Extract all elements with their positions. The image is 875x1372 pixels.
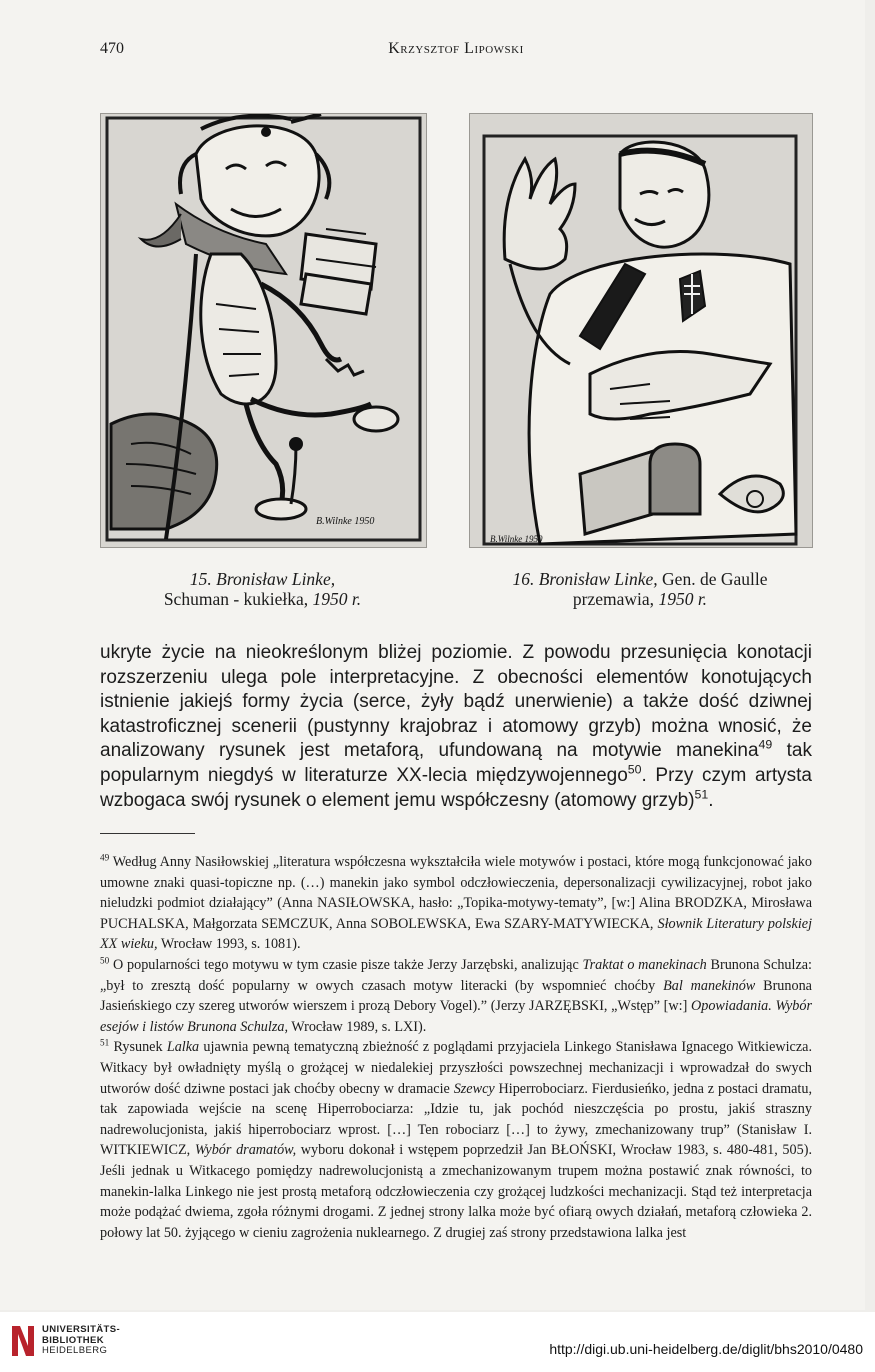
footnote-50-text-2: Brunona Schulza: „był to zresztą dość popularny w owych czasach motyw literacki (by wspomnieć choćby (100, 956, 812, 994)
body-text-part-4: . (708, 789, 714, 811)
footnote-ref-51[interactable]: 51 (694, 787, 709, 802)
footnote-51-text-end: wyboru dokonał i wstępem poprzedził Jan BŁOŃSKI, Wrocław 1983, s. 480-481, 505). Jeśli jednak u Witkacego pomiędzy nadrewolucjonistą a zmechanizowanym trupem można postawić znak równości, to manekin-lalka Linkego nie jest prostą metaforą odczłowieczenia czy grożącej ludzkości mechanizacji. Stąd też interpretacja może podążać dwiema, zgoła różnymi drogami. Z jednej strony lalka może być ofiarą owych działań, metaforą człowieka 2. połowy lat 50. żyjącego w cieniu zagrożenia nuklearnego. Z drugiej zaś strony przedstawiona lalka jest (100, 1142, 812, 1241)
footnote-49-text-end: Wrocław 1993, s. 1081). (157, 936, 301, 953)
figure-16-caption-year: 1950 r. (658, 589, 708, 609)
body-text-part-3: . Przy czym artysta wzbogaca swój rysunek o element jemu współczesny (atomowy grzyb) (100, 764, 812, 811)
footnote-51-title-3: Wybór dramatów, (194, 1142, 297, 1159)
footnote-49-text: Według Anny Nasiłowskiej „literatura współczesna wykształciła wiele motywów i postaci, które mogą funkcjonować jako umowne znaki quasi-topiczne np. (…) manekin jako symbol odczłowieczenia, depersonalizacji cywilizacyjnej, robot jako nieludzki podmiot działający” (Anna NASIŁOWSKA, hasło: „Topika-motywy-tematy”, [w:] Alina BRODZKA, Mirosława PUCHALSKA, Małgorzata SEMCZUK, Anna SOBOLEWSKA, Ewa SZARY-MATYWIECKA, (100, 854, 812, 932)
figure-16-caption-title: 16. Bronisław Linke, (512, 569, 658, 589)
body-paragraph (100, 641, 812, 813)
footnote-50-title-2: Bal manekinów (663, 977, 756, 994)
footnote-51-text-3: Hiperrobociarz. Fierdusieńko, jedna z postaci dramatu, tak zapowiada wejście na scenę Hiperrobociarza: „Idzie tu, jak pochód nieszczęścia po prostu, jakiś straszny nadrewolucjonista, jakiś hiperrobociarz wprost. […] Ten robociarz […] to żywy, zmechanizowany trup” (Stanisław I. WITKIEWICZ, (100, 1080, 813, 1159)
footnote-ref-49[interactable]: 49 (758, 738, 773, 753)
figure-15-drawing (100, 113, 427, 548)
footnote-ref-50[interactable]: 50 (627, 762, 642, 777)
footnote-49-number: 49 (100, 852, 110, 863)
footnote-51-text-2: ujawnia pewną tematyczną zbieżność z poglądami przyjaciela Linkego Stanisława Ignacego Witkiewicza. Witkacy był owładnięty myślą o grożącej w niedalekiej przyszłości powszechnej mechanizacji i wprowadzał do swych utworów dość dziwne postaci jak choćby obecny w dramacie (100, 1039, 812, 1097)
figure-16-signature: B.Wilnke 1950 (490, 534, 543, 544)
library-name-line-2: BIBLIOTHEK (42, 1334, 105, 1346)
page-header (100, 40, 812, 64)
permalink-url[interactable]: http://digi.ub.uni-heidelberg.de/diglit/bhs2010/0480 (549, 1341, 863, 1357)
footnote-50-number: 50 (100, 955, 110, 966)
body-text-part-2: tak popularnym niegdyś w literaturze XX-lecia międzywojennego (100, 740, 813, 786)
footnote-49-title: Słownik Literatury polskiej XX wieku, (100, 915, 813, 953)
body-text-part-1: ukryte życie na nieokreślonym bliżej poziomie. Z powodu przesunięcia konotacji rozszerzeniu ulega pole interpretacyjne. Z obecności elementów konotujących istnienie jakiejś formy życia (serce, żyły bądź unerwienie) a także dość dziwnej katastroficznej scenerii (pustynny krajobraz i atomowy grzyb) można wnosić, że analizowany rysunek jest metaforą, ufundowaną na motywie manekina (100, 642, 812, 762)
running-title: Krzysztof Lipowski (388, 40, 524, 57)
heidelberg-library-logo-icon (8, 1320, 38, 1360)
figure-16-drawing (469, 113, 813, 548)
footnote-51 (100, 1037, 812, 1243)
footnote-50-text-3: Brunona Jasieńskiego czy szereg utworów wierszem i prozą Debory Vogel).” (Jerzy JARZĘBSKI, „Wstęp” [w:] (100, 977, 812, 1015)
page-number: 470 (100, 40, 124, 57)
footnote-49 (100, 852, 812, 955)
footnote-50-text-end: Wrocław 1989, s. LXI). (287, 1018, 427, 1035)
library-footer (0, 1312, 875, 1372)
footnote-separator (100, 833, 195, 834)
footnotes (100, 852, 812, 1243)
footnote-51-title-2: Szewcy (453, 1080, 495, 1097)
footnote-50-title-1: Traktat o manekinach (582, 956, 707, 973)
figure-16-caption (469, 569, 811, 609)
figure-16-caption-subject-2: przemawia, (572, 589, 659, 609)
figure-15-caption-year: 1950 r. (312, 589, 362, 609)
footnote-51-text: Rysunek (109, 1039, 167, 1056)
footnote-50-title-3: Opowiadania. Wybór esejów i listów Brunona Schulza, (100, 998, 812, 1035)
footnote-51-number: 51 (100, 1037, 110, 1048)
footnote-50 (100, 955, 812, 1037)
footnote-51-title-1: Lalka (166, 1039, 200, 1056)
figure-15-signature: B.Wilnke 1950 (316, 516, 375, 527)
figure-16-caption-subject: Gen. de Gaulle (657, 569, 768, 589)
library-name (42, 1325, 120, 1357)
library-name-line-3: HEIDELBERG (42, 1345, 108, 1356)
figure-15-caption-subject: Schuman - kukiełka, (163, 589, 313, 609)
figure-15-caption-title: 15. Bronisław Linke, (189, 569, 336, 589)
footnote-50-text: O popularności tego motywu w tym czasie pisze także Jerzy Jarzębski, analizując (109, 956, 583, 973)
library-name-line-1: UNIVERSITÄTS- (42, 1324, 121, 1335)
figure-15-caption (100, 569, 425, 609)
de-gaulle-illustration (470, 114, 812, 547)
schuman-puppet-illustration (101, 114, 426, 547)
